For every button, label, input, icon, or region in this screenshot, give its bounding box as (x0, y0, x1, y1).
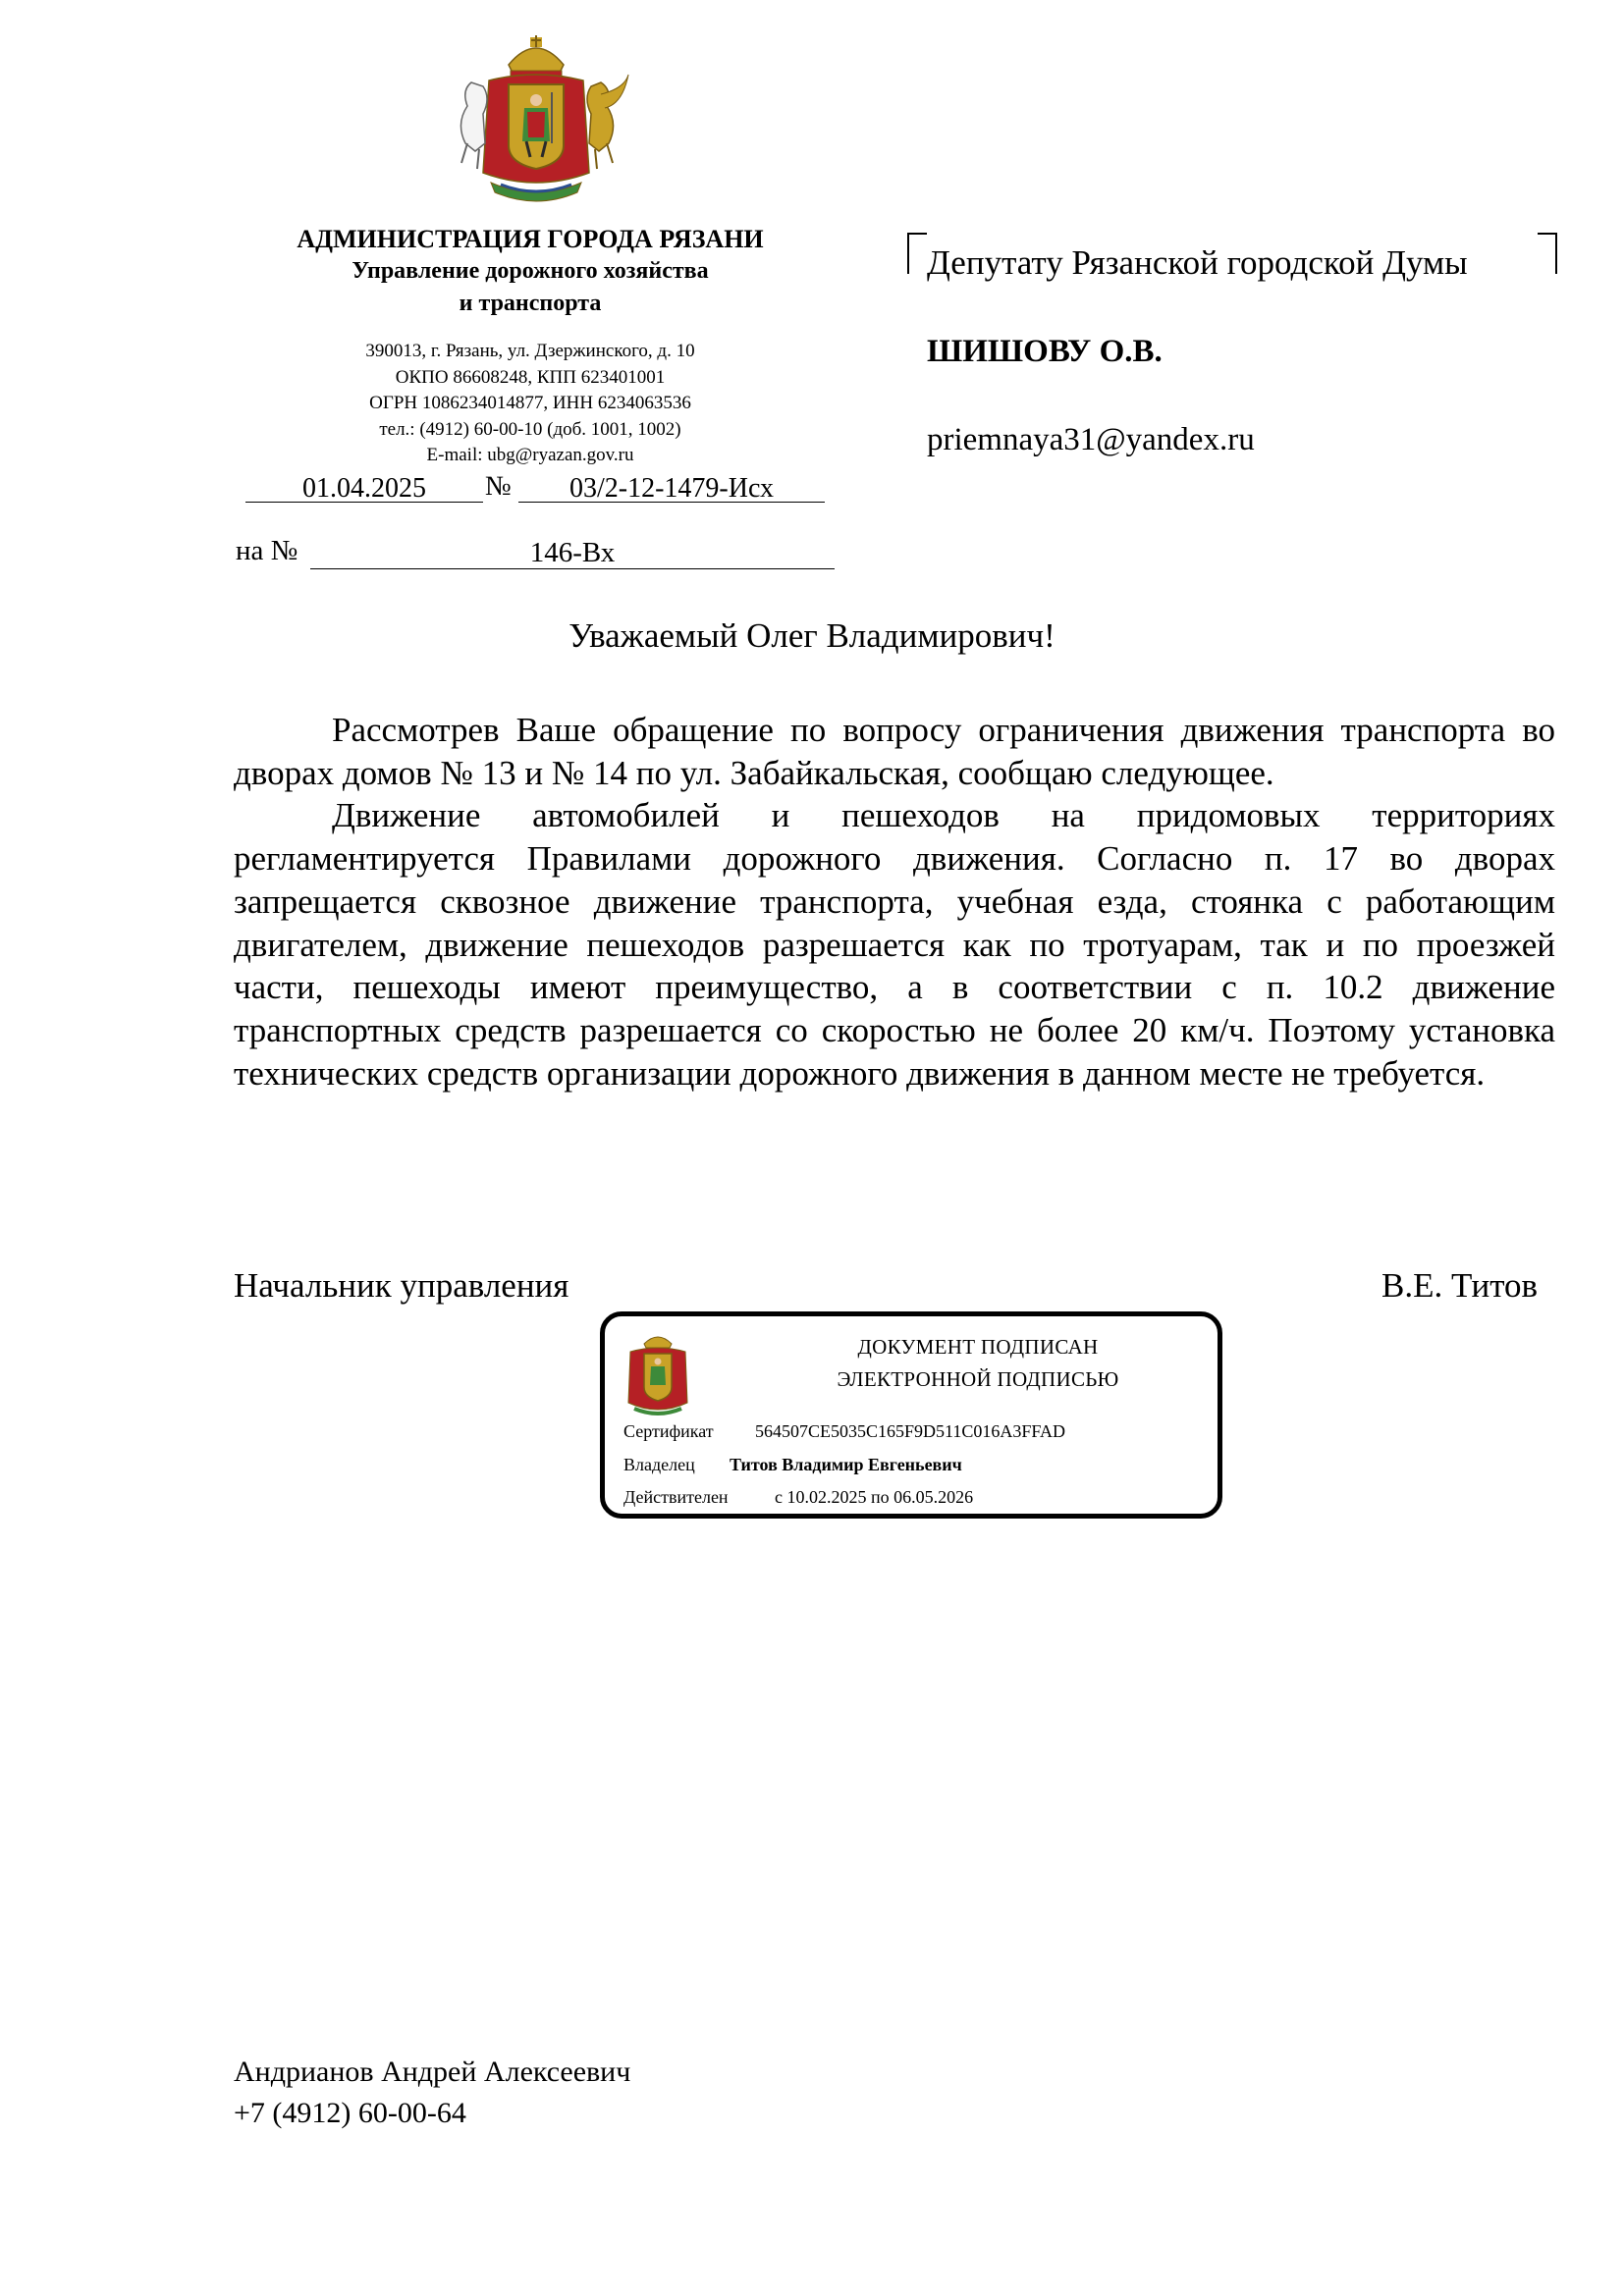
stamp-title-line1: ДОКУМЕНТ ПОДПИСАН (857, 1335, 1099, 1359)
executor-name: Андрианов Андрей Алексеевич (234, 2056, 631, 2088)
electronic-signature-stamp (600, 1311, 1222, 1519)
validity-label: Действителен (623, 1487, 729, 1507)
body-paragraph-1: Рассмотрев Ваше обращение по вопросу ограничения движения транспорта во дворах домов № 13 и № 14 по ул. Забайкальская, сообщаю следующее. (234, 711, 1555, 792)
reference-prefix: на № (236, 535, 298, 566)
stamp-title (762, 1331, 1194, 1396)
department-name-line1: Управление дорожного хозяйства (352, 258, 709, 284)
executor-block (234, 2052, 630, 2134)
organization-name: АДМИНИСТРАЦИЯ ГОРОДА РЯЗАНИ (297, 225, 764, 253)
registration-date: 01.04.2025 (245, 473, 483, 503)
org-okpo: ОКПО 86608248, КПП 623401001 (395, 366, 666, 388)
executor-phone: +7 (4912) 60-00-64 (234, 2097, 466, 2129)
body-paragraph-2: Движение автомобилей и пешеходов на придомовых территориях регламентируется Правилами дорожного движения. Согласно п. 17 во дворах запрещается сквозное движение транспорта, учебная езда, стоянка с работающим двигателем, движение пешеходов разрешается как по тротуарам, так и по проезжей части, пешеходы имеют преимущество, а в соответствии с п. 10.2 движение транспортных средств разрешается со скоростью не более 20 км/ч. Поэтому установка технических средств организации дорожного движения в данном месте не требуется. (234, 796, 1555, 1093)
letterhead-requisites (236, 339, 825, 469)
org-email: E-mail: ubg@ryazan.gov.ru (426, 445, 634, 465)
letterhead-header (236, 224, 825, 320)
reference-line (236, 535, 835, 570)
department-name-line2: и транспорта (459, 291, 602, 316)
stamp-validity-row (623, 1487, 974, 1508)
signer-name: В.Е. Титов (1381, 1266, 1539, 1305)
org-phone: тел.: (4912) 60-00-10 (доб. 1001, 1002) (379, 418, 681, 440)
stamp-title-line2: ЭЛЕКТРОННОЙ ПОДПИСЬЮ (837, 1367, 1119, 1391)
stamp-certificate-row (623, 1421, 1066, 1442)
stamp-coat-of-arms-icon (623, 1330, 693, 1420)
stamp-owner-row (623, 1455, 962, 1475)
reference-number: 146-Вх (310, 537, 835, 569)
addressee-name: ШИШОВУ О.В. (927, 334, 1163, 369)
addressee-email: priemnaya31@yandex.ru (927, 422, 1255, 457)
registration-line (245, 469, 825, 503)
registration-number: 03/2-12-1479-Исх (518, 473, 825, 503)
ryazan-coat-of-arms-icon (432, 35, 640, 208)
org-ogrn: ОГРН 1086234014877, ИНН 6234063536 (369, 393, 691, 413)
owner-value: Титов Владимир Евгеньевич (730, 1455, 962, 1474)
addressee-corner-left (907, 233, 927, 274)
letter-body (234, 709, 1555, 1095)
certificate-value: 564507CE5035C165F9D511C016A3FFAD (755, 1421, 1066, 1441)
addressee-corner-right (1538, 233, 1557, 274)
addressee-position: Депутату Рязанской городской Думы (927, 243, 1468, 282)
validity-value: с 10.02.2025 по 06.05.2026 (775, 1487, 974, 1507)
salutation: Уважаемый Олег Владимирович! (568, 616, 1056, 655)
number-sign: № (485, 471, 512, 502)
signer-title: Начальник управления (234, 1266, 569, 1305)
certificate-label: Сертификат (623, 1421, 714, 1441)
org-address: 390013, г. Рязань, ул. Дзержинского, д. 10 (365, 341, 695, 361)
owner-label: Владелец (623, 1455, 695, 1474)
